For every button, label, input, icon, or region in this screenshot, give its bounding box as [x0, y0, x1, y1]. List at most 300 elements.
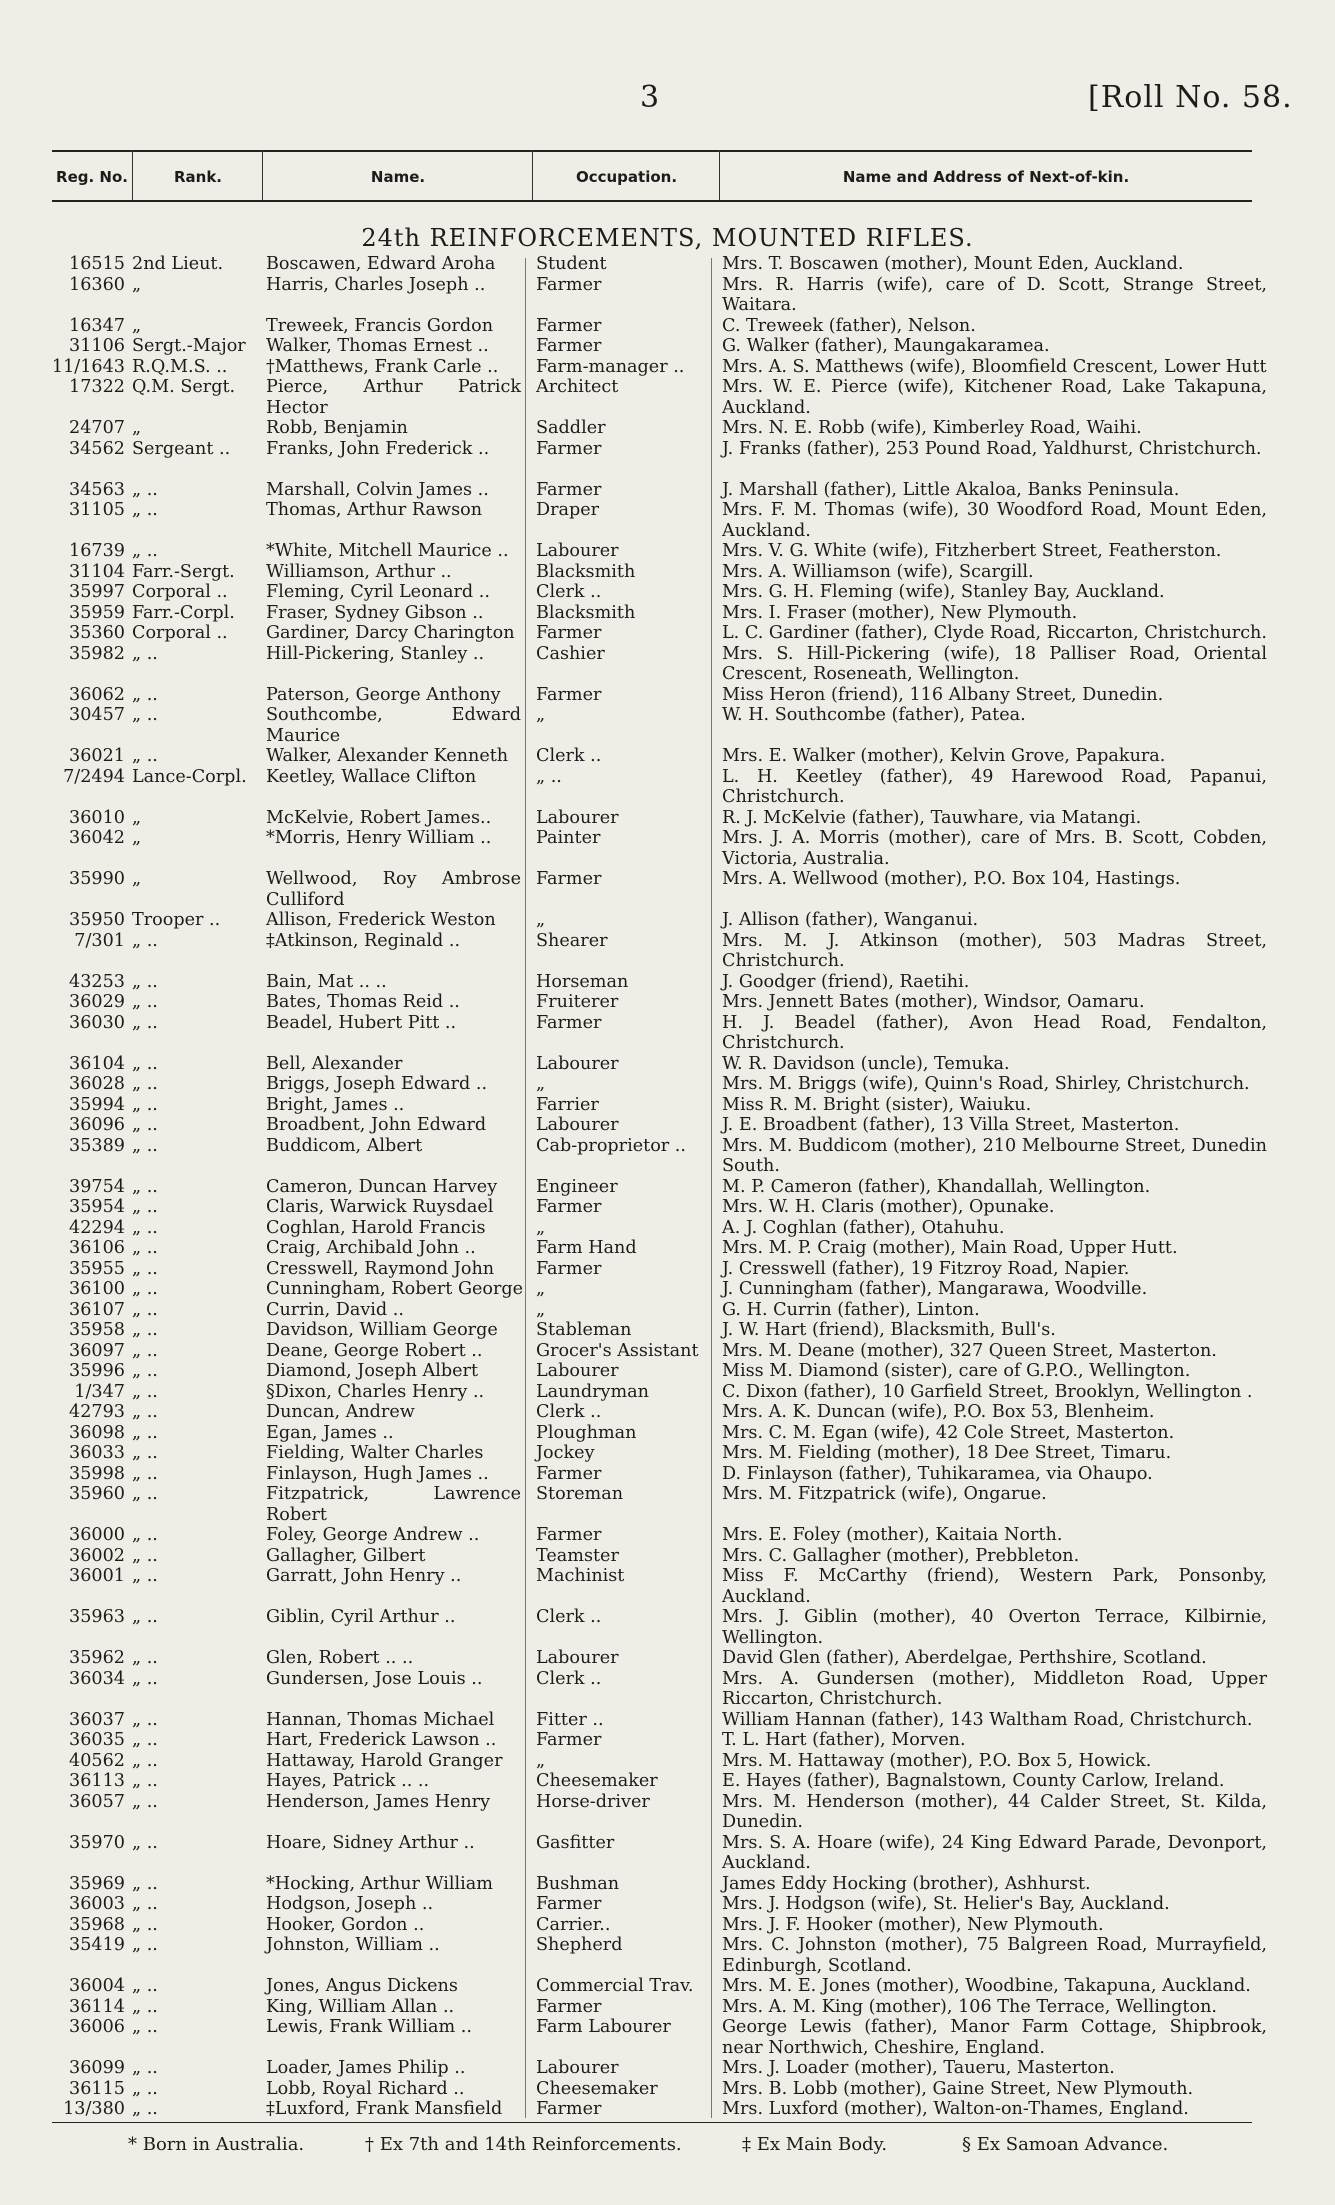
table-row	[0, 644, 1335, 685]
occupation-cell: Stableman	[536, 1320, 632, 1340]
reg-cell: 36113	[69, 1771, 125, 1791]
next-of-kin-cell: Mrs. R. Harris (wife), care of D. Scott, Strange Street, Waitara.	[722, 274, 1267, 315]
rank-cell: „ ..	[132, 1012, 158, 1033]
name-cell: Claris, Warwick Ruysdael	[266, 1197, 494, 1217]
name-cell: Walker, Thomas Ernest ..	[266, 336, 489, 356]
occupation-cell: „	[536, 1279, 546, 1299]
table-row	[0, 275, 1335, 316]
rank-cell: „ ..	[132, 1115, 158, 1135]
rank-cell: „ ..	[132, 479, 158, 500]
table-row	[0, 1382, 1335, 1403]
next-of-kin-cell: Mrs. E. Foley (mother), Kaitaia North.	[722, 1525, 1063, 1545]
reg-cell: 36042	[69, 828, 125, 848]
occupation-cell: Labourer	[536, 1648, 619, 1668]
footnote-born-australia: * Born in Australia.	[128, 2134, 305, 2155]
next-of-kin-cell: Mrs. J. Giblin (mother), 40 Overton Terrace, Kilbirnie, Wellington.	[722, 1607, 1267, 1648]
occupation-cell: „	[536, 910, 546, 930]
occupation-cell: Storeman	[536, 1484, 624, 1504]
reg-cell: 16739	[69, 541, 125, 561]
name-cell: Broadbent, John Edward	[266, 1115, 487, 1135]
name-cell: Fleming, Cyril Leonard ..	[266, 582, 490, 602]
table-row	[0, 931, 1335, 972]
table-row	[0, 1115, 1335, 1136]
name-cell: Duncan, Andrew	[266, 1402, 415, 1422]
rank-cell: „ ..	[132, 705, 158, 725]
occupation-cell: „	[536, 1217, 546, 1238]
table-row	[0, 1443, 1335, 1464]
next-of-kin-cell: Mrs. A. Williamson (wife), Scargill.	[722, 561, 1034, 582]
table-row	[0, 972, 1335, 993]
name-cell: Lewis, Frank William ..	[266, 2017, 472, 2037]
reg-cell: 36021	[69, 746, 125, 766]
next-of-kin-cell: Mrs. A. Gundersen (mother), Middleton Road, Upper Riccarton, Christchurch.	[722, 1668, 1267, 1709]
next-of-kin-cell: Miss R. M. Bright (sister), Waiuku.	[722, 1094, 1032, 1115]
table-row	[0, 1300, 1335, 1321]
next-of-kin-cell: H. J. Beadel (father), Avon Head Road, Fendalton, Christchurch.	[722, 1012, 1267, 1053]
occupation-cell: Fruiterer	[536, 992, 619, 1012]
name-cell: Giblin, Cyril Arthur ..	[266, 1607, 456, 1627]
reg-cell: 35360	[69, 623, 125, 643]
occupation-cell: Farm Labourer	[536, 2017, 671, 2037]
name-cell: Pierce, Arthur Patrick Hector	[266, 377, 521, 418]
occupation-cell: Architect	[536, 377, 619, 397]
table-row	[0, 1874, 1335, 1895]
next-of-kin-cell: Mrs. I. Fraser (mother), New Plymouth.	[722, 602, 1078, 623]
column-header-name: Name.	[370, 168, 426, 186]
name-cell: Bain, Mat .. ..	[266, 971, 387, 992]
table-row	[0, 316, 1335, 337]
table-row	[0, 1915, 1335, 1936]
name-cell: Egan, James ..	[266, 1422, 394, 1443]
reg-cell: 7/2494	[63, 766, 125, 787]
header-bottom-rule	[52, 200, 1252, 202]
occupation-cell: „	[536, 1299, 546, 1320]
reg-cell: 36037	[69, 1709, 125, 1730]
next-of-kin-cell: Mrs. E. Walker (mother), Kelvin Grove, Papakura.	[722, 746, 1166, 766]
table-row	[0, 500, 1335, 541]
name-cell: Lobb, Royal Richard ..	[266, 2078, 465, 2099]
roll-entries	[0, 254, 1335, 2120]
next-of-kin-cell: J. E. Broadbent (father), 13 Villa Street, Masterton.	[722, 1115, 1180, 1135]
name-cell: Hooker, Gordon ..	[266, 1914, 425, 1935]
occupation-cell: Farm Hand	[536, 1238, 637, 1258]
table-row	[0, 746, 1335, 767]
name-cell: *Morris, Henry William ..	[266, 828, 492, 848]
occupation-cell: Farmer	[536, 1894, 602, 1914]
next-of-kin-cell: J. W. Hart (friend), Blacksmith, Bull's.	[722, 1320, 1056, 1340]
reg-cell: 35996	[69, 1361, 125, 1381]
column-divider	[262, 150, 263, 200]
occupation-cell: Carrier..	[536, 1914, 611, 1935]
occupation-cell: Farmer	[536, 1012, 602, 1033]
rank-cell: „ ..	[132, 1771, 158, 1791]
table-row	[0, 1402, 1335, 1423]
reg-cell: 35963	[69, 1607, 125, 1627]
next-of-kin-cell: Mrs. V. G. White (wife), Fitzherbert Street, Featherston.	[722, 541, 1222, 561]
occupation-cell: Farrier	[536, 1094, 599, 1115]
next-of-kin-cell: A. J. Coghlan (father), Otahuhu.	[722, 1217, 1005, 1238]
rank-cell: „ ..	[132, 1832, 158, 1853]
table-row	[0, 1259, 1335, 1280]
table-row	[0, 562, 1335, 583]
rank-cell: „ ..	[132, 2078, 158, 2099]
section-title: 24th REINFORCEMENTS, MOUNTED RIFLES.	[361, 224, 974, 252]
reg-cell: 35982	[69, 643, 125, 664]
occupation-cell: Bushman	[536, 1873, 620, 1894]
table-row	[0, 1566, 1335, 1607]
next-of-kin-cell: Mrs. M. Buddicom (mother), 210 Melbourne Street, Dunedin South.	[722, 1135, 1267, 1176]
name-cell: Fielding, Walter Charles	[266, 1443, 484, 1463]
name-cell: Boscawen, Edward Aroha	[266, 254, 496, 274]
next-of-kin-cell: Mrs. M. Briggs (wife), Quinn's Road, Shirley, Christchurch.	[722, 1074, 1250, 1094]
occupation-cell: Farmer	[536, 336, 602, 356]
occupation-cell: Blacksmith	[536, 561, 636, 582]
name-cell: Jones, Angus Dickens	[266, 1976, 458, 1996]
rank-cell: 2nd Lieut.	[132, 254, 224, 274]
table-row	[0, 1546, 1335, 1567]
reg-cell: 35968	[69, 1914, 125, 1935]
rank-cell: „ ..	[132, 1976, 158, 1996]
table-row	[0, 1648, 1335, 1669]
table-row	[0, 685, 1335, 706]
reg-cell: 39754	[69, 1176, 125, 1197]
table-row	[0, 992, 1335, 1013]
reg-cell: 36010	[69, 807, 125, 828]
rank-cell: „ ..	[132, 643, 158, 664]
next-of-kin-cell: W. H. Southcombe (father), Patea.	[722, 705, 1026, 725]
reg-cell: 31105	[69, 500, 125, 520]
table-row	[0, 910, 1335, 931]
reg-cell: 36062	[69, 684, 125, 705]
table-row	[0, 1341, 1335, 1362]
name-cell: Cameron, Duncan Harvey	[266, 1176, 498, 1197]
next-of-kin-cell: Mrs. B. Lobb (mother), Gaine Street, New Plymouth.	[722, 2078, 1194, 2099]
table-row	[0, 1669, 1335, 1710]
name-cell: Hodgson, Joseph ..	[266, 1894, 434, 1914]
reg-cell: 36030	[69, 1012, 125, 1033]
occupation-cell: Labourer	[536, 807, 619, 828]
rank-cell: „	[132, 869, 142, 889]
next-of-kin-cell: C. Treweek (father), Nelson.	[722, 315, 976, 336]
reg-cell: 36028	[69, 1074, 125, 1094]
occupation-cell: Farmer	[536, 869, 602, 889]
column-header-reg: Reg. No.	[56, 168, 128, 186]
name-cell: ‡Luxford, Frank Mansfield	[266, 2099, 503, 2119]
name-cell: Foley, George Andrew ..	[266, 1525, 480, 1545]
occupation-cell: Student	[536, 254, 607, 274]
rank-cell: „ ..	[132, 1566, 158, 1586]
table-row	[0, 1238, 1335, 1259]
next-of-kin-cell: M. P. Cameron (father), Khandallah, Wellington.	[722, 1176, 1151, 1197]
occupation-cell: Horse-driver	[536, 1791, 650, 1812]
occupation-cell: Labourer	[536, 541, 619, 561]
name-cell: Gardiner, Darcy Charington	[266, 623, 515, 643]
occupation-cell: Saddler	[536, 418, 606, 438]
rank-cell: „ ..	[132, 1238, 158, 1258]
table-row	[0, 1177, 1335, 1198]
reg-cell: 36098	[69, 1422, 125, 1443]
table-row	[0, 1361, 1335, 1382]
next-of-kin-cell: Mrs. S. Hill-Pickering (wife), 18 Palliser Road, Oriental Crescent, Roseneath, Wellington.	[722, 643, 1267, 684]
column-header-occupation: Occupation.	[575, 168, 678, 186]
table-row	[0, 828, 1335, 869]
name-cell: Hill-Pickering, Stanley ..	[266, 643, 485, 664]
reg-cell: 35994	[69, 1094, 125, 1115]
table-row	[0, 1054, 1335, 1075]
rank-cell: Lance-Corpl.	[132, 766, 247, 787]
reg-cell: 1/347	[74, 1381, 125, 1402]
next-of-kin-cell: Mrs. J. F. Hooker (mother), New Plymouth.	[722, 1914, 1104, 1935]
table-row	[0, 623, 1335, 644]
rank-cell: „ ..	[132, 1709, 158, 1730]
column-divider	[532, 150, 533, 200]
occupation-cell: Labourer	[536, 2058, 619, 2078]
table-row	[0, 1935, 1335, 1976]
next-of-kin-cell: D. Finlayson (father), Tuhikaramea, via Ohaupo.	[722, 1463, 1153, 1484]
rank-cell: „ ..	[132, 1135, 158, 1156]
occupation-cell: Clerk ..	[536, 1402, 602, 1422]
next-of-kin-cell: Mrs. M. P. Craig (mother), Main Road, Upper Hutt.	[722, 1238, 1178, 1258]
table-row	[0, 1751, 1335, 1772]
table-row	[0, 1074, 1335, 1095]
name-cell: †Matthews, Frank Carle ..	[266, 356, 499, 377]
rank-cell: „ ..	[132, 1996, 158, 2017]
header-top-rule	[52, 150, 1252, 152]
occupation-cell: „	[536, 1074, 546, 1094]
occupation-cell: „	[536, 1750, 546, 1771]
reg-cell: 35955	[69, 1258, 125, 1279]
rank-cell: „	[132, 315, 142, 336]
next-of-kin-cell: George Lewis (father), Manor Farm Cottage, Shipbrook, near Northwich, Cheshire, England.	[722, 2017, 1267, 2058]
occupation-cell: Machinist	[536, 1566, 625, 1586]
table-row	[0, 1730, 1335, 1751]
name-cell: Bates, Thomas Reid ..	[266, 992, 460, 1012]
rank-cell: „ ..	[132, 1381, 158, 1402]
name-cell: Briggs, Joseph Edward ..	[266, 1074, 488, 1094]
next-of-kin-cell: Miss F. McCarthy (friend), Western Park, Ponsonby, Auckland.	[722, 1566, 1267, 1607]
name-cell: Gallagher, Gilbert	[266, 1545, 426, 1566]
next-of-kin-cell: J. Franks (father), 253 Pound Road, Yaldhurst, Christchurch.	[722, 438, 1262, 459]
rank-cell: Farr.-Corpl.	[132, 602, 235, 623]
occupation-cell: Clerk ..	[536, 582, 602, 602]
rank-cell: „ ..	[132, 2017, 158, 2037]
name-cell: Diamond, Joseph Albert	[266, 1361, 479, 1381]
next-of-kin-cell: Mrs. M. Henderson (mother), 44 Calder Street, St. Kilda, Dunedin.	[722, 1791, 1267, 1832]
rank-cell: Corporal ..	[132, 582, 228, 602]
table-row	[0, 808, 1335, 829]
rank-cell: „ ..	[132, 1094, 158, 1115]
name-cell: Cunningham, Robert George	[266, 1279, 524, 1299]
footer-rule	[52, 2122, 1252, 2123]
name-cell: §Dixon, Charles Henry ..	[266, 1381, 485, 1402]
reg-cell: 36114	[69, 1996, 125, 2017]
occupation-cell: Clerk ..	[536, 746, 602, 766]
next-of-kin-cell: Mrs. M. Fielding (mother), 18 Dee Street, Timaru.	[722, 1443, 1172, 1463]
rank-cell: „ ..	[132, 1750, 158, 1771]
name-cell: King, William Allan ..	[266, 1996, 455, 2017]
column-header-rank: Rank.	[173, 168, 223, 186]
table-row	[0, 1771, 1335, 1792]
next-of-kin-cell: Mrs. M. Deane (mother), 327 Queen Street, Masterton.	[722, 1340, 1217, 1361]
rank-cell: „ ..	[132, 1176, 158, 1197]
name-cell: Marshall, Colvin James ..	[266, 479, 489, 500]
reg-cell: 35997	[69, 582, 125, 602]
table-row	[0, 418, 1335, 439]
next-of-kin-cell: L. H. Keetley (father), 49 Harewood Road, Papanui, Christchurch.	[722, 766, 1267, 807]
rank-cell: „	[132, 418, 142, 438]
reg-cell: 36099	[69, 2058, 125, 2078]
next-of-kin-cell: Mrs. A. S. Matthews (wife), Bloomfield Crescent, Lower Hutt	[722, 356, 1267, 377]
next-of-kin-cell: W. R. Davidson (uncle), Temuka.	[722, 1053, 1010, 1074]
occupation-cell: Farmer	[536, 274, 602, 295]
name-cell: Fraser, Sydney Gibson ..	[266, 602, 484, 623]
occupation-cell: „	[536, 705, 546, 725]
table-row	[0, 869, 1335, 910]
name-cell: ‡Atkinson, Reginald ..	[266, 930, 461, 951]
occupation-cell: Ploughman	[536, 1422, 637, 1443]
reg-cell: 40562	[69, 1750, 125, 1771]
reg-cell: 35389	[69, 1135, 125, 1156]
table-row	[0, 357, 1335, 378]
table-row	[0, 1525, 1335, 1546]
reg-cell: 16347	[69, 315, 125, 336]
rank-cell: „ ..	[132, 1320, 158, 1340]
next-of-kin-cell: Mrs. S. A. Hoare (wife), 24 King Edward Parade, Devonport, Auckland.	[722, 1832, 1267, 1873]
next-of-kin-cell: Miss Heron (friend), 116 Albany Street, Dunedin.	[722, 684, 1164, 705]
name-cell: Coghlan, Harold Francis	[266, 1217, 486, 1238]
next-of-kin-cell: Mrs. W. E. Pierce (wife), Kitchener Road, Lake Takapuna, Auckland.	[722, 377, 1267, 418]
rank-cell: „ ..	[132, 1279, 158, 1299]
occupation-cell: Farm-manager ..	[536, 356, 685, 377]
rank-cell: „ ..	[132, 1053, 158, 1074]
reg-cell: 36057	[69, 1791, 125, 1812]
next-of-kin-cell: J. Cunningham (father), Mangarawa, Woodville.	[722, 1279, 1148, 1299]
occupation-cell: Farmer	[536, 1525, 602, 1545]
table-row	[0, 1423, 1335, 1444]
reg-cell: 35954	[69, 1197, 125, 1217]
table-row	[0, 439, 1335, 480]
occupation-cell: Farmer	[536, 479, 602, 500]
rank-cell: „ ..	[132, 1935, 158, 1955]
page-number: 3	[640, 80, 660, 115]
rank-cell: „	[132, 274, 142, 295]
next-of-kin-cell: Mrs. M. E. Jones (mother), Woodbine, Takapuna, Auckland.	[722, 1976, 1251, 1996]
table-row	[0, 1997, 1335, 2018]
reg-cell: 36034	[69, 1668, 125, 1689]
occupation-cell: Farmer	[536, 684, 602, 705]
rank-cell: „ ..	[132, 1791, 158, 1812]
rank-cell: „ ..	[132, 1422, 158, 1443]
next-of-kin-cell: G. Walker (father), Maungakaramea.	[722, 336, 1050, 356]
next-of-kin-cell: Mrs. C. M. Egan (wife), 42 Cole Street, Masterton.	[722, 1422, 1175, 1443]
occupation-cell: Clerk ..	[536, 1668, 602, 1689]
name-cell: Treweek, Francis Gordon	[266, 315, 494, 336]
rank-cell: Sergeant ..	[132, 438, 231, 459]
next-of-kin-cell: J. Allison (father), Wanganui.	[722, 910, 979, 930]
rank-cell: „ ..	[132, 1463, 158, 1484]
occupation-cell: Labourer	[536, 1361, 619, 1381]
rank-cell: „ ..	[132, 500, 158, 520]
next-of-kin-cell: Mrs. Jennett Bates (mother), Windsor, Oamaru.	[722, 992, 1145, 1012]
rank-cell: R.Q.M.S. ..	[132, 356, 228, 377]
next-of-kin-cell: Miss M. Diamond (sister), care of G.P.O., Wellington.	[722, 1361, 1191, 1381]
next-of-kin-cell: David Glen (father), Aberdelgae, Perthshire, Scotland.	[722, 1648, 1207, 1668]
table-row	[0, 2099, 1335, 2120]
roll-number: [Roll No. 58.	[1088, 80, 1293, 115]
reg-cell: 35990	[69, 869, 125, 889]
next-of-kin-cell: C. Dixon (father), 10 Garfield Street, Brooklyn, Wellington .	[722, 1381, 1253, 1402]
name-cell: Robb, Benjamin	[266, 418, 408, 438]
occupation-cell: Shearer	[536, 930, 608, 951]
reg-cell: 31106	[69, 336, 125, 356]
name-cell: *White, Mitchell Maurice ..	[266, 541, 509, 561]
reg-cell: 11/1643	[51, 356, 125, 377]
next-of-kin-cell: Mrs. A. Wellwood (mother), P.O. Box 104, Hastings.	[722, 869, 1181, 889]
reg-cell: 36033	[69, 1443, 125, 1463]
next-of-kin-cell: R. J. McKelvie (father), Tauwhare, via Matangi.	[722, 807, 1142, 828]
name-cell: *Hocking, Arthur William	[266, 1873, 493, 1894]
occupation-cell: Farmer	[536, 1197, 602, 1217]
footnote-ex-7th-14th: † Ex 7th and 14th Reinforcements.	[365, 2134, 682, 2155]
reg-cell: 36002	[69, 1545, 125, 1566]
rank-cell: „ ..	[132, 1299, 158, 1320]
rank-cell: „ ..	[132, 1525, 158, 1545]
table-row	[0, 1976, 1335, 1997]
next-of-kin-cell: Mrs. C. Johnston (mother), 75 Balgreen Road, Murrayfield, Edinburgh, Scotland.	[722, 1935, 1267, 1976]
reg-cell: 43253	[69, 971, 125, 992]
next-of-kin-cell: Mrs. J. Hodgson (wife), St. Helier's Bay, Auckland.	[722, 1894, 1170, 1914]
rank-cell: „ ..	[132, 1217, 158, 1238]
reg-cell: 36115	[69, 2078, 125, 2099]
reg-cell: 42294	[69, 1217, 125, 1238]
rank-cell: „ ..	[132, 1873, 158, 1894]
name-cell: Davidson, William George	[266, 1320, 498, 1340]
reg-cell: 36000	[69, 1525, 125, 1545]
name-cell: Fitzpatrick, Lawrence Robert	[266, 1484, 521, 1525]
occupation-cell: Farmer	[536, 438, 602, 459]
table-row	[0, 1464, 1335, 1485]
reg-cell: 42793	[69, 1402, 125, 1422]
rank-cell: „ ..	[132, 1074, 158, 1094]
next-of-kin-cell: J. Cresswell (father), 19 Fitzroy Road, Napier.	[722, 1258, 1130, 1279]
next-of-kin-cell: Mrs. J. A. Morris (mother), care of Mrs. B. Scott, Cobden, Victoria, Australia.	[722, 828, 1267, 869]
reg-cell: 36006	[69, 2017, 125, 2037]
name-cell: Beadel, Hubert Pitt ..	[266, 1012, 457, 1033]
reg-cell: 7/301	[74, 930, 125, 951]
next-of-kin-cell: Mrs. N. E. Robb (wife), Kimberley Road, Waihi.	[722, 418, 1142, 438]
occupation-cell: Cheesemaker	[536, 2078, 658, 2099]
reg-cell: 30457	[69, 705, 125, 725]
occupation-cell: Labourer	[536, 1053, 619, 1074]
next-of-kin-cell: Mrs. M. Hattaway (mother), P.O. Box 5, Howick.	[722, 1750, 1152, 1771]
occupation-cell: Laundryman	[536, 1381, 649, 1402]
reg-cell: 34562	[69, 438, 125, 459]
rank-cell: „ ..	[132, 1197, 158, 1217]
occupation-cell: Cab-proprietor ..	[536, 1135, 686, 1156]
reg-cell: 36100	[69, 1279, 125, 1299]
table-row	[0, 1833, 1335, 1874]
occupation-cell: Farmer	[536, 1996, 602, 2017]
next-of-kin-cell: Mrs. J. Loader (mother), Taueru, Masterton.	[722, 2058, 1115, 2078]
table-row	[0, 1279, 1335, 1300]
name-cell: Bell, Alexander	[266, 1053, 403, 1074]
reg-cell: 35998	[69, 1463, 125, 1484]
name-cell: Deane, George Robert ..	[266, 1340, 483, 1361]
rank-cell: Farr.-Sergt.	[132, 561, 235, 582]
reg-cell: 31104	[69, 561, 125, 582]
rank-cell: „ ..	[132, 2099, 158, 2119]
occupation-cell: Shepherd	[536, 1935, 623, 1955]
